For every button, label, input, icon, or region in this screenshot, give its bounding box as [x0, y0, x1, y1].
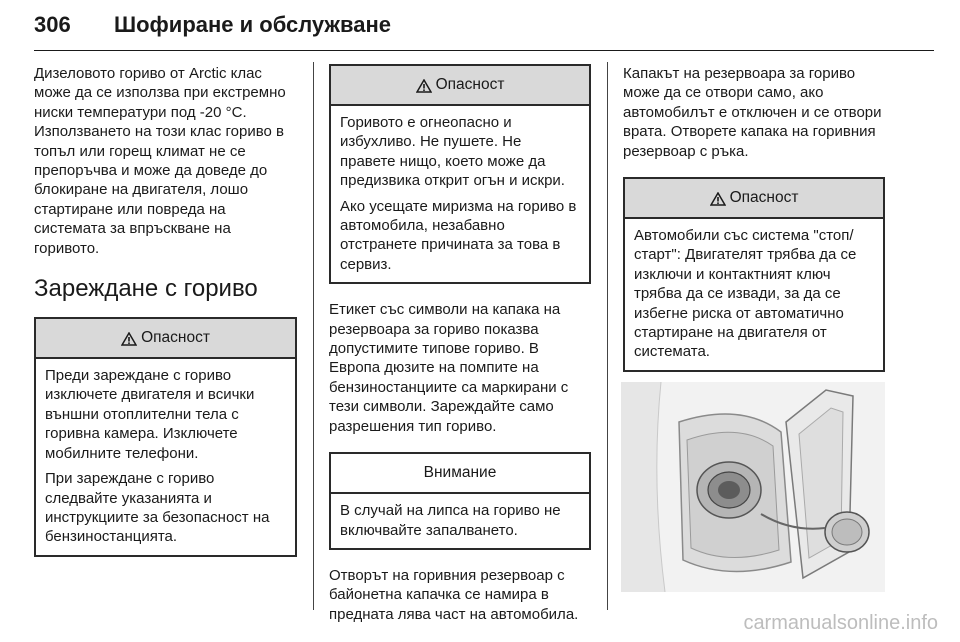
column-divider-1 [313, 62, 314, 610]
danger-text: Автомобили със система "стоп/старт": Двигателят трябва да се изключи и контактният ключ трябва да се извади, за да се избегне риска от автоматично стартиране на двигателя от системата. [634, 227, 857, 361]
column-2 [329, 64, 591, 624]
danger-text: Горивото е огнеопасно и избухливо. Не пушете. Не правете нищо, което може да предизвика открит огън и искри. [340, 114, 565, 190]
danger-text: При зареждане с гориво следвайте указанията и инструкциите за безопасност на бензиностанцията. [45, 470, 270, 546]
warning-triangle-icon [710, 192, 726, 206]
danger-box-body [625, 219, 883, 370]
danger-box-stop-start [623, 177, 885, 372]
danger-box-flammable [329, 64, 591, 284]
fuel-label-paragraph: Етикет със символи на капака на резервоара за гориво показва допустимите типове гориво. В Европа дюзите на помпите на бензиностанциите са маркирани с тези символи. Зареждайте само разрешения тип гориво. [329, 301, 569, 435]
danger-box-body [36, 359, 295, 555]
arctic-fuel-paragraph: Дизеловото гориво от Arctic клас може да се използва при екстремно ниски температури под -20 °C. Използването на този клас гориво в топъл или горещ климат не се препоръчва и може да доведе до блокиране на двигателя, лошо стартиране или повреда на системата за впръскване на горивото. [34, 65, 286, 257]
page-header [34, 12, 934, 48]
filler-neck-paragraph: Отворът на горивния резервоар с байонетна капачка се намира в предната лява част на автомобила. [329, 566, 579, 623]
danger-box-body [331, 106, 589, 282]
notice-box-header [331, 454, 589, 494]
page-number: 306 [34, 12, 71, 37]
danger-box-title: Опасност [435, 76, 505, 93]
warning-triangle-icon [416, 79, 432, 93]
danger-text: Ако усещате миризма на гориво в автомобила, незабавно отстранете причината за това в сервиз. [340, 197, 577, 273]
danger-box-refuelling [34, 317, 297, 557]
warning-triangle-icon [121, 332, 137, 346]
danger-box-header [625, 179, 883, 219]
notice-box-title: Внимание [423, 464, 497, 482]
danger-text: Преди зареждане с гориво изключете двигателя и всички външни отоплителни тела с горивна камера. Изключете мобилните телефони. [45, 367, 255, 462]
chapter-title: Шофиране и обслужване [114, 12, 392, 37]
fuel-flap-paragraph: Капакът на резервоара за гориво може да се отвори само, ако автомобилът е отключен и се отвори врата. Отворете капака на горивния резервоар с ръка. [623, 65, 882, 160]
notice-box-body [331, 494, 589, 548]
danger-box-title: Опасност [729, 189, 799, 207]
notice-box [329, 452, 591, 550]
column-1 [34, 64, 297, 557]
danger-box-header [331, 66, 589, 106]
notice-text: В случай на липса на гориво не включвайте запалването. [340, 502, 561, 539]
danger-box-title: Опасност [141, 329, 210, 347]
danger-box-header [36, 319, 295, 359]
section-heading: Зареждане с гориво [34, 275, 258, 303]
column-divider-2 [607, 62, 608, 610]
watermark: carmanualsonline.info [743, 612, 938, 634]
header-rule [34, 50, 934, 51]
fuel-filler-illustration [621, 382, 885, 592]
column-3 [623, 64, 885, 407]
fuel-filler-drawing [621, 382, 885, 592]
